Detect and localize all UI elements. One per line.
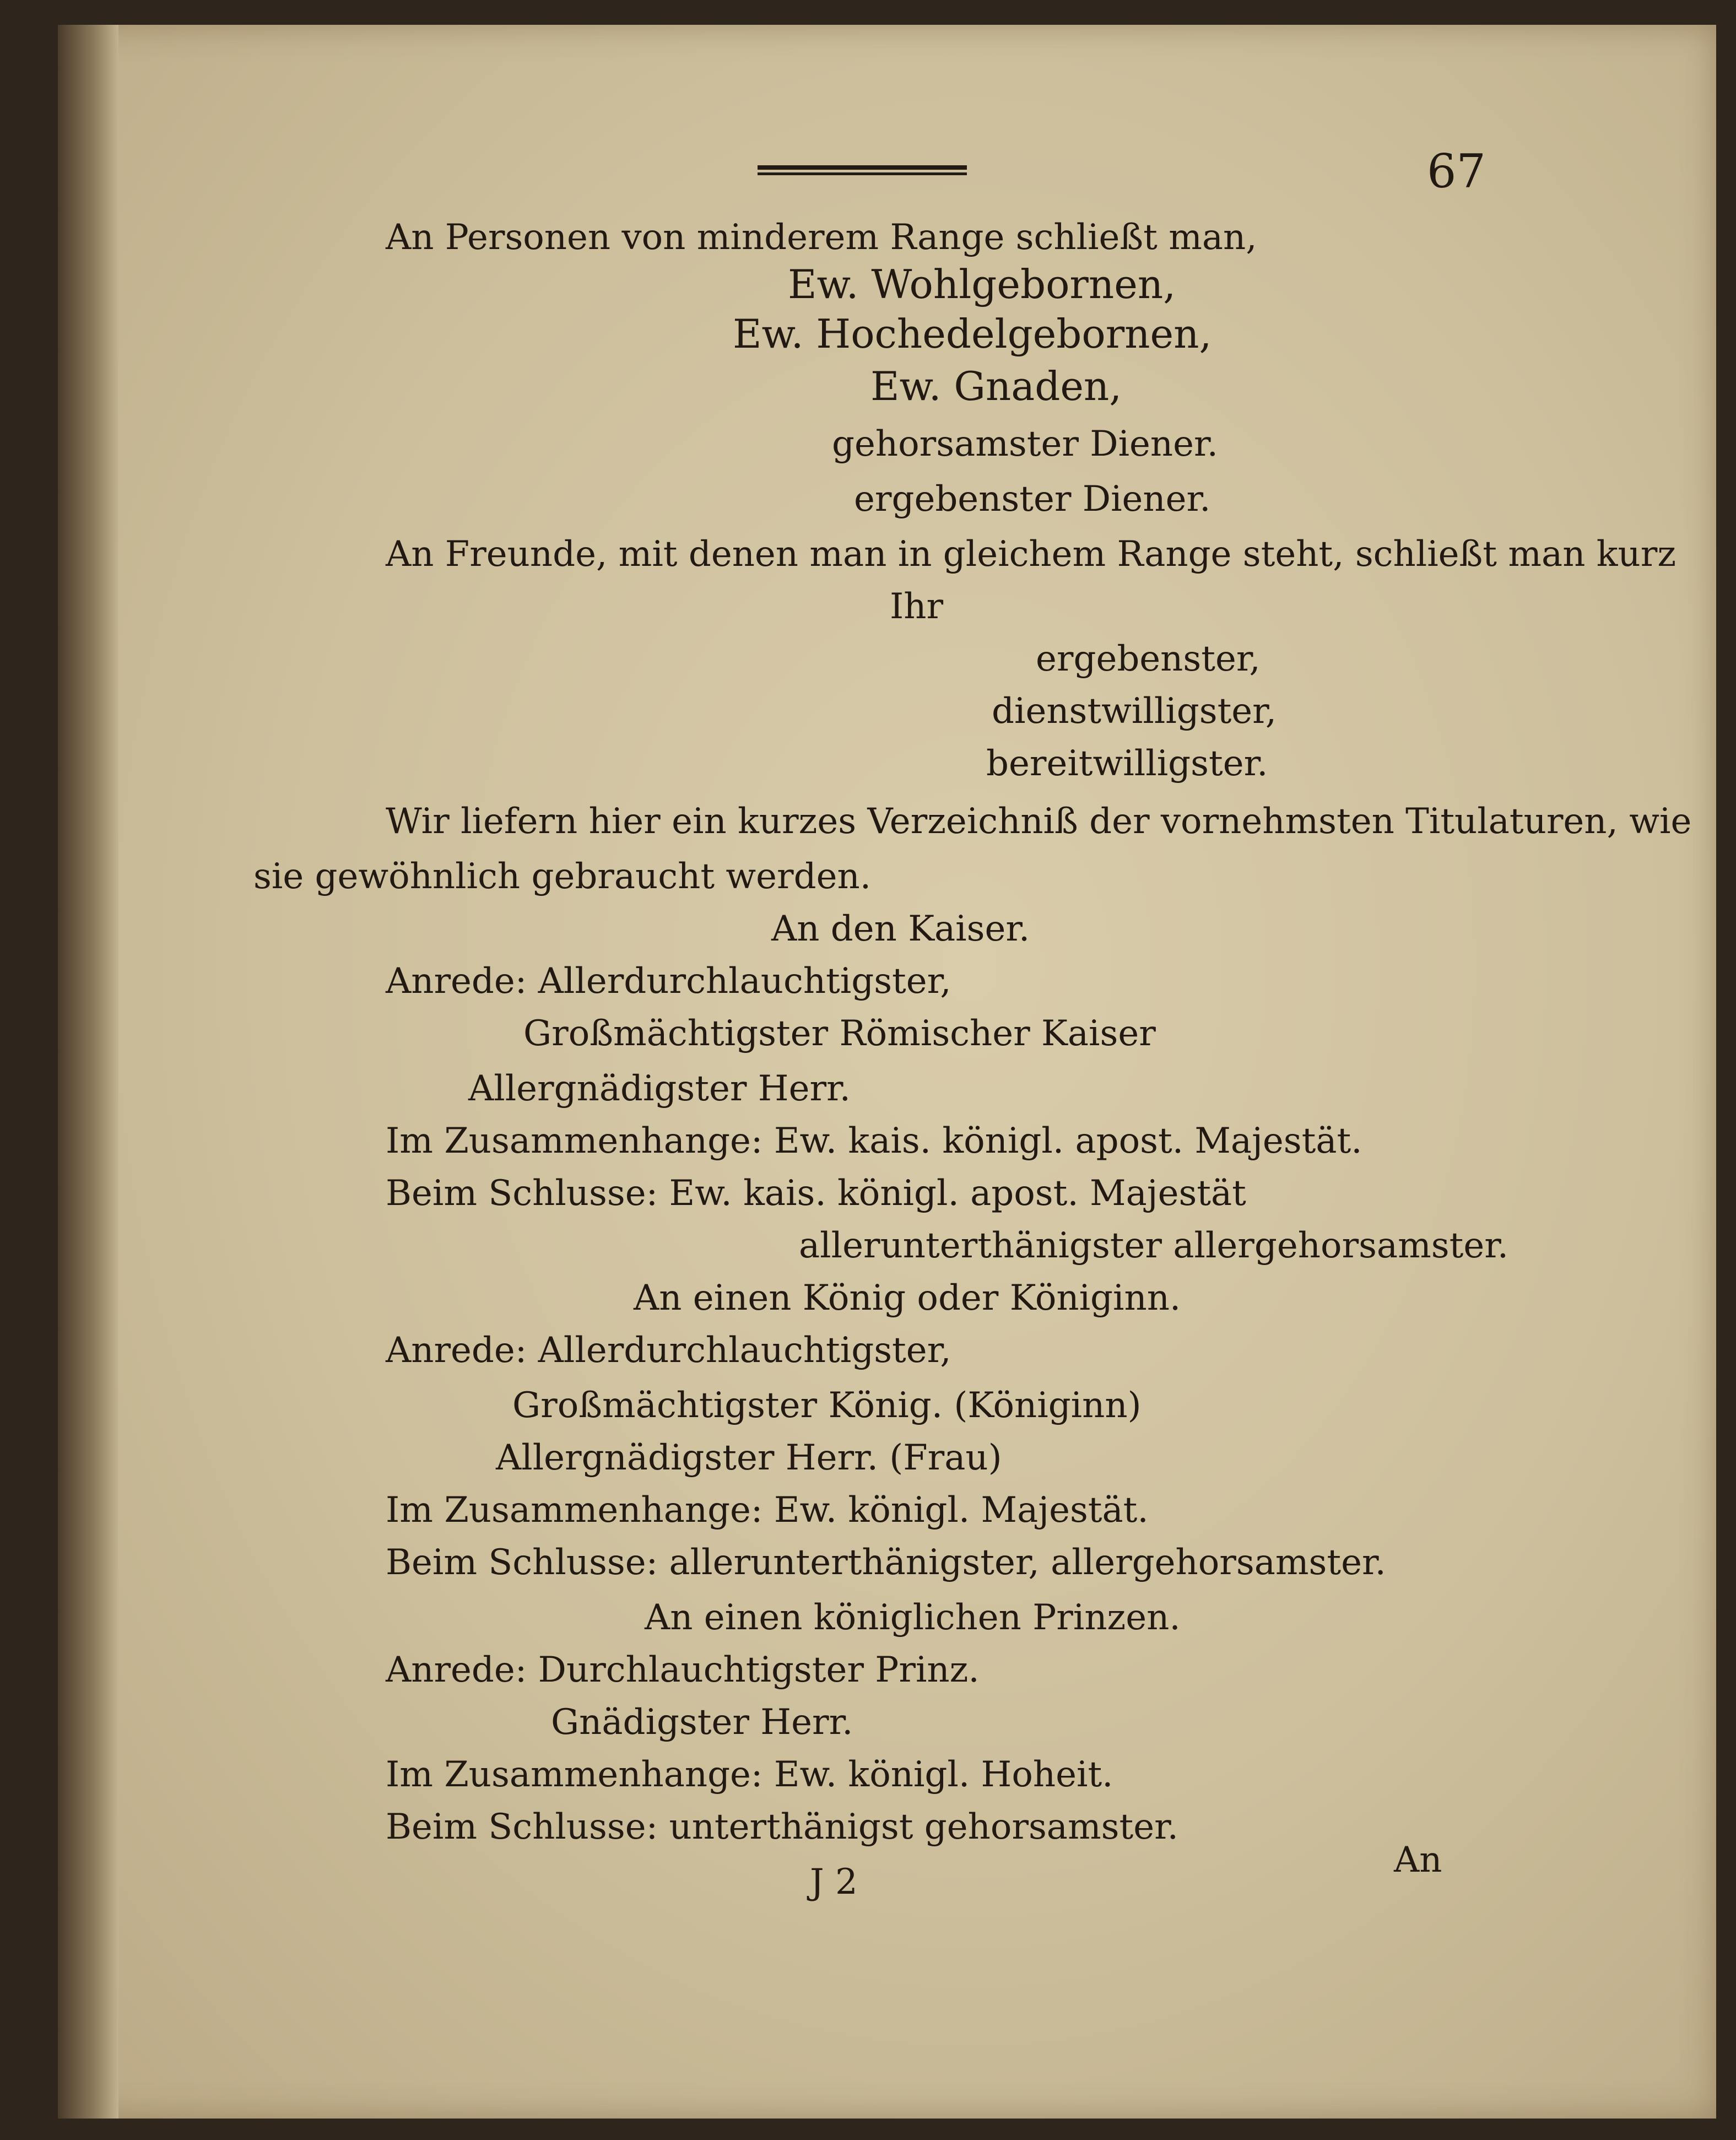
text-line: Allergnädigster Herr. (Frau) (496, 1438, 1002, 1478)
text-line: Großmächtigster König. (Königinn) (512, 1385, 1142, 1426)
page-gutter (58, 25, 118, 2119)
text-line: Anrede: Allerdurchlauchtigster, (386, 961, 951, 1002)
text-line: Beim Schlusse: allerunterthänigster, allergehorsamster. (386, 1542, 1386, 1583)
text-line: Ew. Gnaden, (870, 363, 1122, 409)
text-line: Anrede: Durchlauchtigster Prinz. (386, 1650, 980, 1690)
text-line: Im Zusammenhange: Ew. königl. Hoheit. (386, 1754, 1113, 1795)
text-line: dienstwilligster, (992, 691, 1277, 732)
text-line: Wir liefern hier ein kurzes Verzeichniß der vornehmsten Titulaturen, wie (386, 801, 1692, 842)
text-line: An Personen von minderem Range schließt man, (386, 217, 1257, 258)
catchword: An (1394, 1840, 1442, 1880)
text-line: Ew. Wohlgebornen, (788, 261, 1176, 307)
text-line: An Freunde, mit denen man in gleichem Range steht, schließt man kurz (386, 534, 1676, 575)
text-line: Beim Schlusse: unterthänigst gehorsamster. (386, 1807, 1178, 1847)
text-line: Im Zusammenhange: Ew. kais. königl. apost. Majestät. (386, 1121, 1362, 1161)
text-line: gehorsamster Diener. (832, 424, 1218, 464)
text-line: Gnädigster Herr. (551, 1702, 853, 1743)
text-line: An einen königlichen Prinzen. (645, 1597, 1181, 1638)
text-line: An den Kaiser. (771, 909, 1030, 949)
text-line: sie gewöhnlich gebraucht werden. (253, 856, 872, 897)
text-line: An einen König oder Königinn. (634, 1278, 1181, 1318)
text-line: Im Zusammenhange: Ew. königl. Majestät. (386, 1490, 1149, 1531)
text-line: ergebenster Diener. (854, 479, 1211, 520)
header-rule (758, 165, 967, 175)
page-number: 67 (1427, 144, 1486, 198)
signature-mark: J 2 (810, 1862, 858, 1903)
text-line: allerunterthänigster allergehorsamster. (799, 1225, 1509, 1266)
text-line: Ew. Hochedelgebornen, (733, 311, 1212, 357)
text-line: Allergnädigster Herr. (468, 1068, 851, 1109)
text-line: ergebenster, (1036, 639, 1261, 679)
text-line: bereitwilligster. (986, 743, 1268, 784)
text-line: Anrede: Allerdurchlauchtigster, (386, 1330, 951, 1371)
text-line: Großmächtigster Römischer Kaiser (523, 1013, 1156, 1054)
text-line: Beim Schlusse: Ew. kais. königl. apost. Majestät (386, 1173, 1246, 1214)
text-line: Ihr (890, 586, 944, 627)
